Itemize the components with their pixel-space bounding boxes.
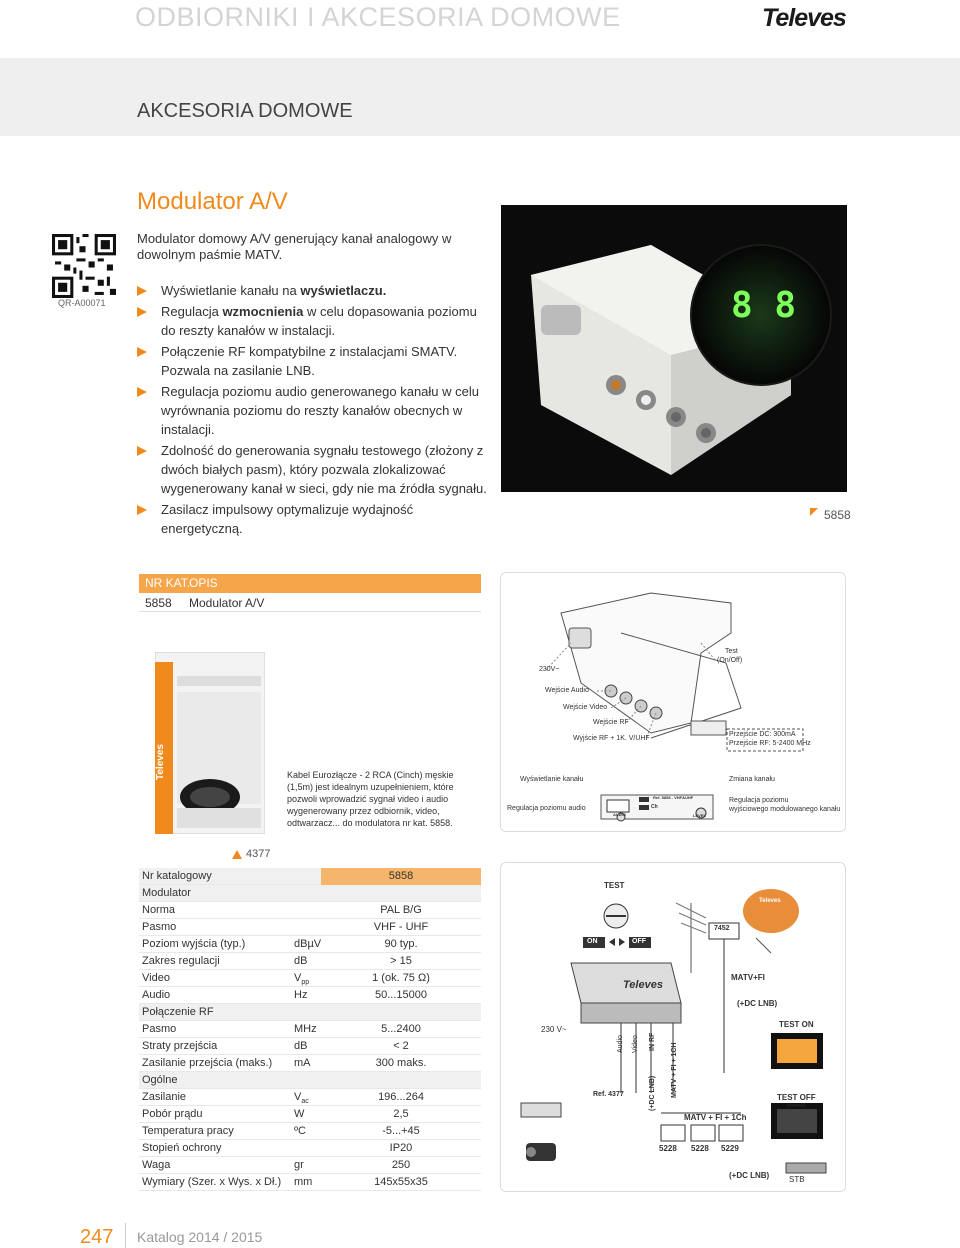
d2-test-off: TEST OFF xyxy=(777,1093,816,1102)
order-desc: Modulator A/V xyxy=(189,596,265,610)
panel-audio: AUDIO xyxy=(613,812,626,817)
qr-code-image[interactable] xyxy=(52,234,116,298)
d2-dish-brand: Televes xyxy=(759,898,781,904)
spec-label: Pasmo xyxy=(142,921,177,933)
feature-item: Regulacja poziomu audio generowanego kanału w celu wyrównania poziomu do reszty kanałów obecnych w instalacji. xyxy=(137,382,487,439)
spec-value: 2,5 xyxy=(393,1108,409,1120)
spec-label: Poziom wyjścia (typ.) xyxy=(142,938,246,950)
label-audio-level: Regulacja poziomu audio xyxy=(507,805,586,812)
d2-ref4377: Ref. 4377 xyxy=(593,1091,624,1098)
d2-brand: Televes xyxy=(623,979,663,991)
ref-corner-icon xyxy=(810,508,818,516)
spec-group-row xyxy=(139,885,481,902)
label-output-level: Regulacja poziomu xyxy=(729,797,789,804)
d2-matv-fi: MATV+FI xyxy=(731,973,765,982)
spec-value: 145x55x35 xyxy=(374,1176,428,1188)
spec-row xyxy=(139,1021,481,1038)
spec-unit: W xyxy=(294,1108,305,1120)
spec-group-row xyxy=(139,1072,481,1089)
spec-value: > 15 xyxy=(390,955,412,967)
spec-label: Temperatura pracy xyxy=(142,1125,234,1137)
spec-label: Zasilanie przejścia (maks.) xyxy=(142,1057,273,1069)
product-photo xyxy=(501,205,847,492)
spec-unit: dB xyxy=(294,1040,308,1052)
modulator-line-drawing xyxy=(501,573,847,833)
spec-unit: MHz xyxy=(294,1023,317,1035)
photo-ref-label: 5858 xyxy=(824,508,851,522)
spec-value: 5...2400 xyxy=(381,1023,421,1035)
spec-label: Audio xyxy=(142,989,171,1001)
spec-row xyxy=(139,1174,481,1191)
brand-logo: Televes xyxy=(762,4,846,32)
label-output-level-2: wyjściowego modulowanego kanału xyxy=(729,806,841,813)
label-test-state: (On/Off) xyxy=(717,657,743,664)
spec-label: Video xyxy=(142,972,170,984)
spec-label: Zakres regulacji xyxy=(142,955,220,967)
product-title: Modulator A/V xyxy=(137,188,288,215)
cable-ref-label: 4377 xyxy=(246,848,271,860)
spec-row xyxy=(139,1157,481,1174)
spec-value: PAL B/G xyxy=(380,904,422,916)
col-ref-header: NR KAT. xyxy=(145,576,191,590)
spec-unit: dB xyxy=(294,955,308,967)
spec-label: Pobór prądu xyxy=(142,1108,203,1120)
feature-item: Połączenie RF kompatybilne z instalacjami SMATV. Pozwala na zasilanie LNB. xyxy=(137,342,487,380)
col-desc-header: OPIS xyxy=(189,576,218,590)
footer-divider xyxy=(125,1223,126,1248)
label-test: Test xyxy=(725,648,738,655)
d2-normal: (normal) xyxy=(787,1103,806,1109)
spec-value: 196...264 xyxy=(378,1091,424,1103)
d2-test: TEST xyxy=(604,881,625,890)
spec-label: Waga xyxy=(142,1159,171,1171)
order-table-header xyxy=(139,574,481,593)
d2-video: Video xyxy=(632,1035,639,1053)
channel-display-digits: 8 8 xyxy=(731,285,797,326)
label-dc-pass: Przejście DC: 300mA xyxy=(729,731,796,738)
order-table-row xyxy=(139,594,481,612)
spec-header-value: 5858 xyxy=(388,870,414,882)
feature-item: Wyświetlanie kanału na wyświetlaczu. xyxy=(137,281,487,300)
spec-unit: ºC xyxy=(294,1125,306,1137)
spec-row xyxy=(139,987,481,1004)
catalog-label: Katalog 2014 / 2015 xyxy=(137,1229,263,1245)
d2-test-on: TEST ON xyxy=(779,1020,814,1029)
label-rf-pass: Przejście RF: 5-2400 MHz xyxy=(729,740,811,747)
feature-item: Zasilacz impulsowy optymalizuje wydajność energetyczną. xyxy=(137,500,487,538)
label-rf-out: Wyjście RF + 1K. V/UHF xyxy=(573,735,650,742)
d2-dc-lnb-2: (+DC LNB) xyxy=(737,999,778,1008)
label-mains: 230V~ xyxy=(539,666,560,673)
label-display: Wyświetlanie kanału xyxy=(520,776,584,783)
qr-code-label: QR-A00071 xyxy=(58,298,106,308)
spec-label: Straty przejścia xyxy=(142,1040,218,1052)
spec-label: Modulator xyxy=(142,887,191,899)
spec-label: Pasmo xyxy=(142,1023,177,1035)
subsection-title: AKCESORIA DOMOWE xyxy=(137,100,353,122)
connection-diagram xyxy=(500,572,846,832)
spec-value: 300 maks. xyxy=(375,1057,427,1069)
ref-up-arrow-icon xyxy=(232,850,242,859)
spec-row xyxy=(139,902,481,919)
spec-label: Wymiary (Szer. x Wys. x Dł.) xyxy=(142,1176,282,1188)
d2-ref5228a: 5228 xyxy=(659,1144,677,1153)
spec-unit: mA xyxy=(294,1057,311,1069)
spec-label: Ogólne xyxy=(142,1074,178,1086)
d2-audio: Audio xyxy=(617,1035,624,1053)
spec-unit: Hz xyxy=(294,989,308,1001)
spec-header-label: Nr katalogowy xyxy=(142,870,212,882)
spec-header-row xyxy=(139,868,481,885)
d2-off: OFF xyxy=(632,938,646,945)
label-rf-in: Wejście RF xyxy=(593,719,629,726)
d2-on: ON xyxy=(587,938,598,945)
spec-value: VHF - UHF xyxy=(373,921,429,933)
spec-label: Stopień ochrony xyxy=(142,1142,222,1154)
cable-package-image xyxy=(155,652,265,834)
spec-row xyxy=(139,1106,481,1123)
d2-ref5228b: 5228 xyxy=(691,1144,709,1153)
order-ref: 5858 xyxy=(145,596,172,610)
label-video-in: Wejście Video xyxy=(563,704,608,711)
panel-ref: Ref. 5858 - VHF&UHF xyxy=(653,795,694,800)
spec-unit: gr xyxy=(294,1159,304,1171)
feature-item: Regulacja wzmocnienia w celu dopasowania poziomu do reszty kanałów w instalacji. xyxy=(137,302,487,340)
spec-label: Połączenie RF xyxy=(142,1006,214,1018)
spec-unit: dBµV xyxy=(294,938,322,950)
feature-item: Zdolność do generowania sygnału testowego (złożony z dwóch białych pasm), który pozwala zlokalizować wygenerowany kanał w sieci, gdy nie ma źródła sygnału. xyxy=(137,441,487,498)
spec-group-row xyxy=(139,1004,481,1021)
spec-row xyxy=(139,919,481,936)
spec-row xyxy=(139,1089,481,1106)
product-description: Modulator domowy A/V generujący kanał analogowy w dowolnym paśmie MATV. xyxy=(137,231,452,262)
spec-value: IP20 xyxy=(389,1142,413,1154)
section-title: ODBIORNIKI I AKCESORIA DOMOWE xyxy=(135,2,621,32)
spec-unit: $V_{ac}$ xyxy=(294,1091,309,1106)
d2-matv-fi-1ch: MATV + FI + 1CH xyxy=(671,1042,678,1098)
bullet-arrow-icon xyxy=(137,307,147,317)
spec-row xyxy=(139,936,481,953)
package-brand: Televes xyxy=(155,744,166,780)
spec-label: Zasilanie xyxy=(142,1091,187,1103)
spec-value: 50...15000 xyxy=(375,989,427,1001)
spec-value: 250 xyxy=(391,1159,411,1171)
panel-ch: Ch xyxy=(651,804,658,810)
spec-row xyxy=(139,1055,481,1072)
d2-dc-lnb: (+DC LNB) xyxy=(649,1075,656,1111)
spec-label: Norma xyxy=(142,904,176,916)
bullet-arrow-icon xyxy=(137,505,147,515)
panel-level: LEVEL xyxy=(693,813,706,818)
d2-mains: 230 V~ xyxy=(541,1025,567,1034)
bullet-arrow-icon xyxy=(137,387,147,397)
spec-table xyxy=(139,868,481,1191)
spec-value: 1 (ok. 75 Ω) xyxy=(372,972,430,984)
installation-diagram xyxy=(500,862,846,1192)
bullet-arrow-icon xyxy=(137,347,147,357)
bullet-arrow-icon xyxy=(137,286,147,296)
bullet-arrow-icon xyxy=(137,446,147,456)
cable-description: Kabel Eurozłącze - 2 RCA (Cinch) męskie (1,5m) jest idealnym uzupełnieniem, które pozwoli wprowadzić sygnał video i audio wygenerowany przez odbiornik, video, odtwarzacz... do modulatora nr kat. 5858. xyxy=(287,770,454,828)
page-number: 247 xyxy=(80,1226,114,1248)
d2-ref7452: 7452 xyxy=(714,925,730,932)
label-audio-in: Wejście Audio xyxy=(545,687,589,694)
feature-list xyxy=(137,281,487,540)
spec-row xyxy=(139,953,481,970)
d2-in-rf: IN RF xyxy=(649,1032,656,1051)
d2-stb: STB xyxy=(789,1175,805,1184)
spec-row xyxy=(139,1123,481,1140)
modulator-photo-graphic xyxy=(501,205,847,492)
d2-ref5229: 5229 xyxy=(721,1144,739,1153)
d2-dc-lnb-3: (+DC LNB) xyxy=(729,1171,770,1180)
spec-unit: mm xyxy=(294,1176,313,1188)
spec-row xyxy=(139,970,481,987)
subsection-band xyxy=(0,58,960,136)
label-channel-change: Zmiana kanału xyxy=(729,776,775,783)
d2-matv-fi-1ch-2: MATV + FI + 1Ch xyxy=(684,1113,747,1122)
spec-value: -5...+45 xyxy=(382,1125,420,1137)
spec-unit: $V_{pp}$ xyxy=(294,972,310,987)
spec-row xyxy=(139,1140,481,1157)
spec-value: < 2 xyxy=(393,1040,409,1052)
spec-row xyxy=(139,1038,481,1055)
spec-value: 90 typ. xyxy=(384,938,418,950)
